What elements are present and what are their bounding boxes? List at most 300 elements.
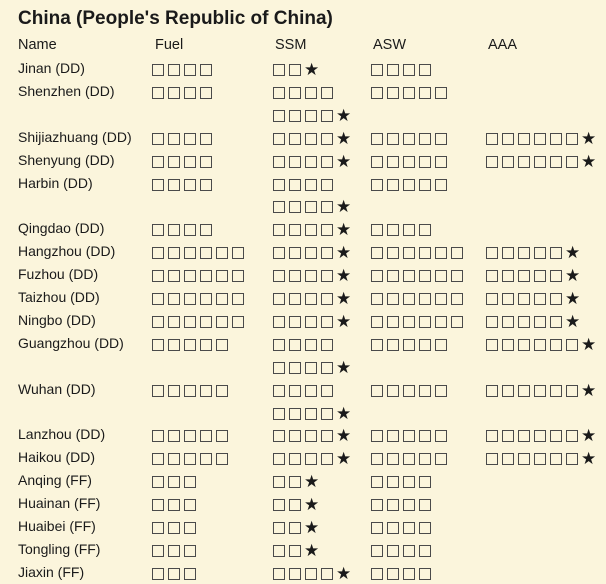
checkbox[interactable]	[289, 408, 301, 420]
checkbox[interactable]	[419, 224, 431, 236]
checkbox[interactable]	[486, 156, 498, 168]
checkbox[interactable]	[184, 293, 196, 305]
checkbox[interactable]	[419, 522, 431, 534]
checkbox[interactable]	[232, 270, 244, 282]
checkbox[interactable]	[435, 293, 447, 305]
checkbox[interactable]	[534, 430, 546, 442]
checkbox[interactable]	[566, 133, 578, 145]
checkbox[interactable]	[289, 64, 301, 76]
checkbox[interactable]	[387, 476, 399, 488]
checkbox[interactable]	[152, 339, 164, 351]
checkbox[interactable]	[387, 568, 399, 580]
checkbox[interactable]	[273, 499, 285, 511]
checkbox[interactable]	[486, 385, 498, 397]
checkbox[interactable]	[273, 453, 285, 465]
checkbox[interactable]	[419, 270, 431, 282]
checkbox[interactable]	[435, 430, 447, 442]
checkbox[interactable]	[200, 64, 212, 76]
checkbox[interactable]	[289, 87, 301, 99]
checkbox[interactable]	[403, 453, 415, 465]
checkbox[interactable]	[273, 568, 285, 580]
checkbox[interactable]	[403, 568, 415, 580]
checkbox[interactable]	[305, 110, 317, 122]
checkbox[interactable]	[371, 385, 383, 397]
checkbox[interactable]	[168, 339, 180, 351]
checkbox[interactable]	[502, 385, 514, 397]
checkbox[interactable]	[289, 362, 301, 374]
checkbox[interactable]	[289, 568, 301, 580]
checkbox[interactable]	[371, 270, 383, 282]
checkbox[interactable]	[387, 64, 399, 76]
checkbox[interactable]	[184, 522, 196, 534]
checkbox[interactable]	[289, 224, 301, 236]
checkbox[interactable]	[403, 224, 415, 236]
checkbox[interactable]	[550, 453, 562, 465]
checkbox[interactable]	[273, 179, 285, 191]
checkbox[interactable]	[152, 247, 164, 259]
checkbox[interactable]	[451, 247, 463, 259]
checkbox[interactable]	[168, 568, 180, 580]
checkbox[interactable]	[152, 156, 164, 168]
checkbox[interactable]	[419, 568, 431, 580]
checkbox[interactable]	[273, 316, 285, 328]
checkbox[interactable]	[387, 522, 399, 534]
checkbox[interactable]	[168, 270, 180, 282]
checkbox[interactable]	[321, 270, 333, 282]
checkbox[interactable]	[305, 453, 317, 465]
checkbox[interactable]	[168, 476, 180, 488]
checkbox[interactable]	[502, 270, 514, 282]
checkbox[interactable]	[152, 453, 164, 465]
checkbox[interactable]	[152, 499, 164, 511]
checkbox[interactable]	[387, 87, 399, 99]
checkbox[interactable]	[550, 316, 562, 328]
checkbox[interactable]	[486, 133, 498, 145]
checkbox[interactable]	[200, 247, 212, 259]
checkbox[interactable]	[152, 545, 164, 557]
checkbox[interactable]	[305, 568, 317, 580]
checkbox[interactable]	[419, 339, 431, 351]
checkbox[interactable]	[387, 156, 399, 168]
checkbox[interactable]	[184, 224, 196, 236]
checkbox[interactable]	[168, 385, 180, 397]
checkbox[interactable]	[289, 179, 301, 191]
checkbox[interactable]	[321, 156, 333, 168]
checkbox[interactable]	[273, 522, 285, 534]
checkbox[interactable]	[518, 293, 530, 305]
checkbox[interactable]	[486, 270, 498, 282]
checkbox[interactable]	[152, 64, 164, 76]
checkbox[interactable]	[305, 408, 317, 420]
checkbox[interactable]	[184, 133, 196, 145]
checkbox[interactable]	[371, 293, 383, 305]
checkbox[interactable]	[168, 247, 180, 259]
checkbox[interactable]	[216, 247, 228, 259]
checkbox[interactable]	[289, 133, 301, 145]
checkbox[interactable]	[534, 453, 546, 465]
checkbox[interactable]	[550, 247, 562, 259]
checkbox[interactable]	[216, 293, 228, 305]
checkbox[interactable]	[200, 270, 212, 282]
checkbox[interactable]	[419, 430, 431, 442]
checkbox[interactable]	[305, 156, 317, 168]
checkbox[interactable]	[184, 568, 196, 580]
checkbox[interactable]	[486, 453, 498, 465]
checkbox[interactable]	[273, 385, 285, 397]
checkbox[interactable]	[451, 293, 463, 305]
checkbox[interactable]	[403, 247, 415, 259]
checkbox[interactable]	[152, 430, 164, 442]
checkbox[interactable]	[152, 87, 164, 99]
checkbox[interactable]	[518, 247, 530, 259]
checkbox[interactable]	[534, 339, 546, 351]
checkbox[interactable]	[419, 453, 431, 465]
checkbox[interactable]	[273, 87, 285, 99]
checkbox[interactable]	[168, 316, 180, 328]
checkbox[interactable]	[518, 270, 530, 282]
checkbox[interactable]	[502, 133, 514, 145]
checkbox[interactable]	[184, 430, 196, 442]
checkbox[interactable]	[419, 156, 431, 168]
checkbox[interactable]	[321, 133, 333, 145]
checkbox[interactable]	[289, 339, 301, 351]
checkbox[interactable]	[566, 156, 578, 168]
checkbox[interactable]	[200, 430, 212, 442]
checkbox[interactable]	[152, 293, 164, 305]
checkbox[interactable]	[168, 179, 180, 191]
checkbox[interactable]	[403, 270, 415, 282]
checkbox[interactable]	[289, 270, 301, 282]
checkbox[interactable]	[321, 568, 333, 580]
checkbox[interactable]	[273, 201, 285, 213]
checkbox[interactable]	[273, 408, 285, 420]
checkbox[interactable]	[518, 339, 530, 351]
checkbox[interactable]	[518, 453, 530, 465]
checkbox[interactable]	[403, 316, 415, 328]
checkbox[interactable]	[435, 133, 447, 145]
checkbox[interactable]	[305, 270, 317, 282]
checkbox[interactable]	[387, 545, 399, 557]
checkbox[interactable]	[216, 316, 228, 328]
checkbox[interactable]	[486, 316, 498, 328]
checkbox[interactable]	[371, 545, 383, 557]
checkbox[interactable]	[387, 385, 399, 397]
checkbox[interactable]	[289, 156, 301, 168]
checkbox[interactable]	[403, 385, 415, 397]
checkbox[interactable]	[273, 545, 285, 557]
checkbox[interactable]	[403, 522, 415, 534]
checkbox[interactable]	[289, 247, 301, 259]
checkbox[interactable]	[152, 270, 164, 282]
checkbox[interactable]	[403, 133, 415, 145]
checkbox[interactable]	[273, 110, 285, 122]
checkbox[interactable]	[371, 156, 383, 168]
checkbox[interactable]	[273, 64, 285, 76]
checkbox[interactable]	[289, 545, 301, 557]
checkbox[interactable]	[200, 156, 212, 168]
checkbox[interactable]	[321, 247, 333, 259]
checkbox[interactable]	[486, 293, 498, 305]
checkbox[interactable]	[419, 247, 431, 259]
checkbox[interactable]	[534, 293, 546, 305]
checkbox[interactable]	[305, 362, 317, 374]
checkbox[interactable]	[184, 545, 196, 557]
checkbox[interactable]	[232, 247, 244, 259]
checkbox[interactable]	[534, 316, 546, 328]
checkbox[interactable]	[152, 316, 164, 328]
checkbox[interactable]	[387, 499, 399, 511]
checkbox[interactable]	[200, 179, 212, 191]
checkbox[interactable]	[403, 476, 415, 488]
checkbox[interactable]	[152, 568, 164, 580]
checkbox[interactable]	[371, 87, 383, 99]
checkbox[interactable]	[184, 499, 196, 511]
checkbox[interactable]	[550, 430, 562, 442]
checkbox[interactable]	[184, 453, 196, 465]
checkbox[interactable]	[435, 316, 447, 328]
checkbox[interactable]	[305, 224, 317, 236]
checkbox[interactable]	[371, 568, 383, 580]
checkbox[interactable]	[403, 545, 415, 557]
checkbox[interactable]	[168, 430, 180, 442]
checkbox[interactable]	[566, 385, 578, 397]
checkbox[interactable]	[152, 522, 164, 534]
checkbox[interactable]	[273, 247, 285, 259]
checkbox[interactable]	[419, 316, 431, 328]
checkbox[interactable]	[273, 270, 285, 282]
checkbox[interactable]	[168, 156, 180, 168]
checkbox[interactable]	[387, 339, 399, 351]
checkbox[interactable]	[419, 545, 431, 557]
checkbox[interactable]	[387, 179, 399, 191]
checkbox[interactable]	[289, 201, 301, 213]
checkbox[interactable]	[321, 430, 333, 442]
checkbox[interactable]	[486, 339, 498, 351]
checkbox[interactable]	[534, 247, 546, 259]
checkbox[interactable]	[371, 430, 383, 442]
checkbox[interactable]	[305, 201, 317, 213]
checkbox[interactable]	[305, 247, 317, 259]
checkbox[interactable]	[566, 430, 578, 442]
checkbox[interactable]	[419, 179, 431, 191]
checkbox[interactable]	[518, 156, 530, 168]
checkbox[interactable]	[534, 133, 546, 145]
checkbox[interactable]	[403, 156, 415, 168]
checkbox[interactable]	[216, 339, 228, 351]
checkbox[interactable]	[216, 453, 228, 465]
checkbox[interactable]	[321, 362, 333, 374]
checkbox[interactable]	[502, 247, 514, 259]
checkbox[interactable]	[387, 316, 399, 328]
checkbox[interactable]	[305, 133, 317, 145]
checkbox[interactable]	[184, 247, 196, 259]
checkbox[interactable]	[419, 133, 431, 145]
checkbox[interactable]	[550, 133, 562, 145]
checkbox[interactable]	[305, 179, 317, 191]
checkbox[interactable]	[184, 270, 196, 282]
checkbox[interactable]	[184, 316, 196, 328]
checkbox[interactable]	[184, 156, 196, 168]
checkbox[interactable]	[273, 224, 285, 236]
checkbox[interactable]	[289, 293, 301, 305]
checkbox[interactable]	[273, 476, 285, 488]
checkbox[interactable]	[232, 293, 244, 305]
checkbox[interactable]	[518, 430, 530, 442]
checkbox[interactable]	[216, 385, 228, 397]
checkbox[interactable]	[152, 224, 164, 236]
checkbox[interactable]	[371, 179, 383, 191]
checkbox[interactable]	[200, 339, 212, 351]
checkbox[interactable]	[387, 430, 399, 442]
checkbox[interactable]	[168, 224, 180, 236]
checkbox[interactable]	[289, 110, 301, 122]
checkbox[interactable]	[371, 133, 383, 145]
checkbox[interactable]	[387, 270, 399, 282]
checkbox[interactable]	[289, 522, 301, 534]
checkbox[interactable]	[289, 476, 301, 488]
checkbox[interactable]	[305, 293, 317, 305]
checkbox[interactable]	[200, 316, 212, 328]
checkbox[interactable]	[419, 64, 431, 76]
checkbox[interactable]	[403, 499, 415, 511]
checkbox[interactable]	[403, 179, 415, 191]
checkbox[interactable]	[371, 224, 383, 236]
checkbox[interactable]	[387, 293, 399, 305]
checkbox[interactable]	[419, 499, 431, 511]
checkbox[interactable]	[403, 339, 415, 351]
checkbox[interactable]	[305, 87, 317, 99]
checkbox[interactable]	[419, 293, 431, 305]
checkbox[interactable]	[321, 201, 333, 213]
checkbox[interactable]	[321, 453, 333, 465]
checkbox[interactable]	[184, 179, 196, 191]
checkbox[interactable]	[321, 224, 333, 236]
checkbox[interactable]	[216, 430, 228, 442]
checkbox[interactable]	[371, 64, 383, 76]
checkbox[interactable]	[435, 179, 447, 191]
checkbox[interactable]	[435, 87, 447, 99]
checkbox[interactable]	[200, 224, 212, 236]
checkbox[interactable]	[273, 362, 285, 374]
checkbox[interactable]	[403, 430, 415, 442]
checkbox[interactable]	[534, 156, 546, 168]
checkbox[interactable]	[387, 224, 399, 236]
checkbox[interactable]	[321, 179, 333, 191]
checkbox[interactable]	[168, 64, 180, 76]
checkbox[interactable]	[273, 339, 285, 351]
checkbox[interactable]	[321, 316, 333, 328]
checkbox[interactable]	[321, 293, 333, 305]
checkbox[interactable]	[168, 545, 180, 557]
checkbox[interactable]	[289, 499, 301, 511]
checkbox[interactable]	[168, 133, 180, 145]
checkbox[interactable]	[486, 247, 498, 259]
checkbox[interactable]	[486, 430, 498, 442]
checkbox[interactable]	[371, 476, 383, 488]
checkbox[interactable]	[289, 453, 301, 465]
checkbox[interactable]	[502, 430, 514, 442]
checkbox[interactable]	[184, 385, 196, 397]
checkbox[interactable]	[321, 110, 333, 122]
checkbox[interactable]	[371, 316, 383, 328]
checkbox[interactable]	[403, 87, 415, 99]
checkbox[interactable]	[435, 156, 447, 168]
checkbox[interactable]	[289, 385, 301, 397]
checkbox[interactable]	[371, 499, 383, 511]
checkbox[interactable]	[305, 385, 317, 397]
checkbox[interactable]	[419, 87, 431, 99]
checkbox[interactable]	[550, 270, 562, 282]
checkbox[interactable]	[451, 316, 463, 328]
checkbox[interactable]	[387, 247, 399, 259]
checkbox[interactable]	[184, 476, 196, 488]
checkbox[interactable]	[502, 339, 514, 351]
checkbox[interactable]	[419, 476, 431, 488]
checkbox[interactable]	[168, 453, 180, 465]
checkbox[interactable]	[321, 339, 333, 351]
checkbox[interactable]	[435, 247, 447, 259]
checkbox[interactable]	[419, 385, 431, 397]
checkbox[interactable]	[168, 87, 180, 99]
checkbox[interactable]	[273, 430, 285, 442]
checkbox[interactable]	[502, 316, 514, 328]
checkbox[interactable]	[550, 339, 562, 351]
checkbox[interactable]	[168, 522, 180, 534]
checkbox[interactable]	[387, 453, 399, 465]
checkbox[interactable]	[435, 385, 447, 397]
checkbox[interactable]	[289, 316, 301, 328]
checkbox[interactable]	[200, 133, 212, 145]
checkbox[interactable]	[534, 385, 546, 397]
checkbox[interactable]	[435, 453, 447, 465]
checkbox[interactable]	[371, 453, 383, 465]
checkbox[interactable]	[152, 385, 164, 397]
checkbox[interactable]	[305, 430, 317, 442]
checkbox[interactable]	[435, 339, 447, 351]
checkbox[interactable]	[232, 316, 244, 328]
checkbox[interactable]	[168, 293, 180, 305]
checkbox[interactable]	[451, 270, 463, 282]
checkbox[interactable]	[550, 293, 562, 305]
checkbox[interactable]	[502, 293, 514, 305]
checkbox[interactable]	[289, 430, 301, 442]
checkbox[interactable]	[387, 133, 399, 145]
checkbox[interactable]	[435, 270, 447, 282]
checkbox[interactable]	[566, 339, 578, 351]
checkbox[interactable]	[321, 408, 333, 420]
checkbox[interactable]	[152, 133, 164, 145]
checkbox[interactable]	[534, 270, 546, 282]
checkbox[interactable]	[305, 316, 317, 328]
checkbox[interactable]	[502, 453, 514, 465]
checkbox[interactable]	[200, 385, 212, 397]
checkbox[interactable]	[305, 339, 317, 351]
checkbox[interactable]	[371, 522, 383, 534]
checkbox[interactable]	[200, 87, 212, 99]
checkbox[interactable]	[550, 156, 562, 168]
checkbox[interactable]	[371, 339, 383, 351]
checkbox[interactable]	[184, 64, 196, 76]
checkbox[interactable]	[184, 87, 196, 99]
checkbox[interactable]	[518, 385, 530, 397]
checkbox[interactable]	[168, 499, 180, 511]
checkbox[interactable]	[273, 133, 285, 145]
checkbox[interactable]	[216, 270, 228, 282]
checkbox[interactable]	[403, 293, 415, 305]
checkbox[interactable]	[321, 385, 333, 397]
checkbox[interactable]	[518, 133, 530, 145]
checkbox[interactable]	[518, 316, 530, 328]
